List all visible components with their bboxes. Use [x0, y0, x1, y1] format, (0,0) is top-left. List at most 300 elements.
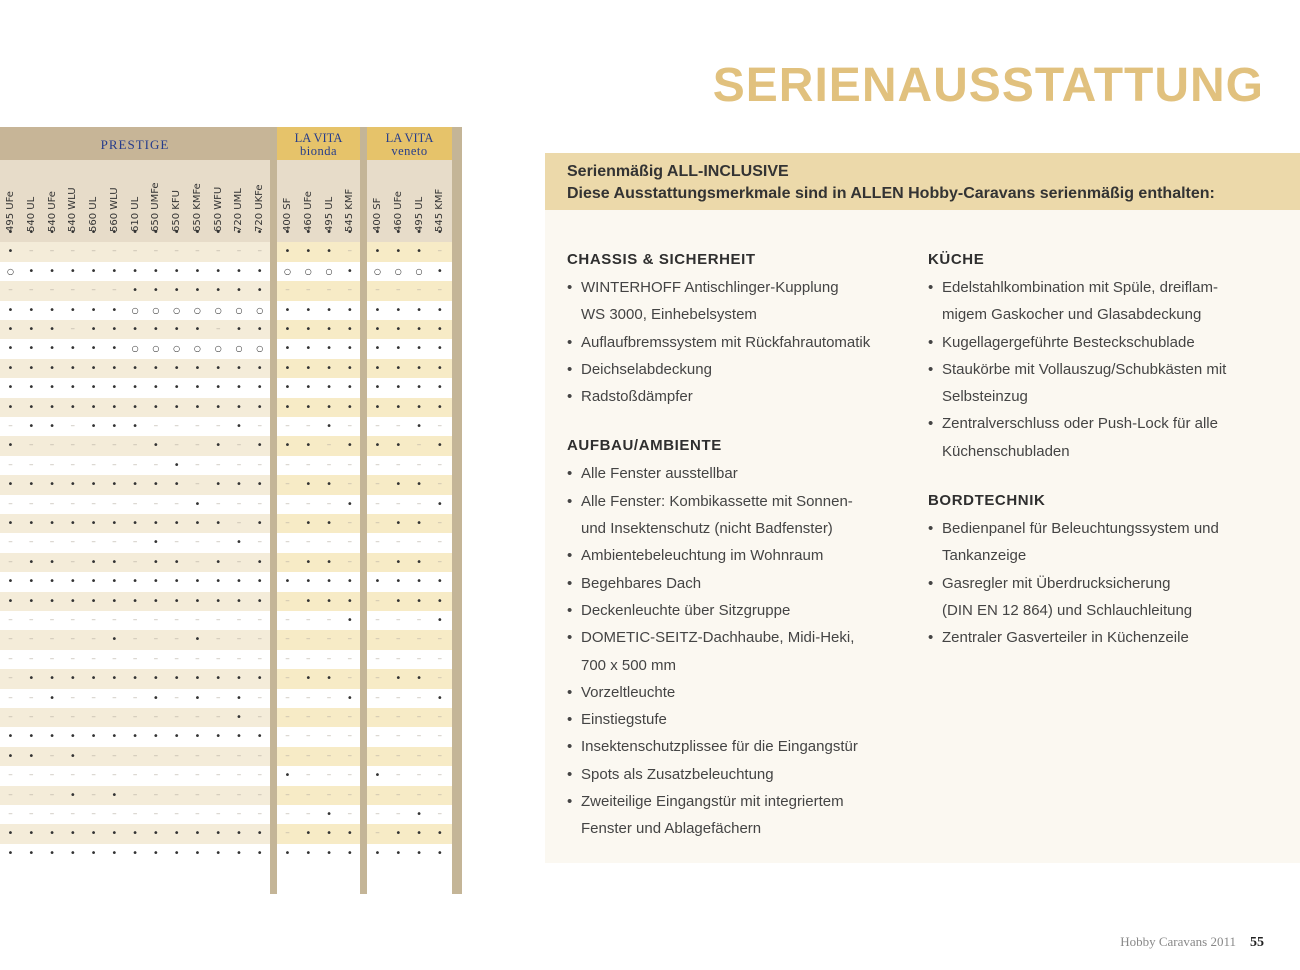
not-available-mark — [21, 805, 42, 824]
table-row — [367, 786, 452, 805]
not-available-mark — [21, 281, 42, 300]
table-row — [367, 689, 452, 708]
standard-mark — [208, 436, 229, 455]
standard-mark — [125, 669, 146, 688]
standard-mark — [187, 514, 208, 533]
standard-mark — [166, 378, 187, 397]
section-heading: AUFBAU/AMBIENTE — [567, 437, 722, 455]
standard-mark — [187, 495, 208, 514]
not-available-mark — [298, 281, 319, 300]
standard-mark — [339, 844, 360, 863]
standard-mark — [42, 398, 63, 417]
standard-mark — [249, 553, 270, 572]
standard-mark — [409, 417, 430, 436]
not-available-mark — [187, 766, 208, 785]
not-available-mark — [277, 592, 298, 611]
model-name: 540 UFe — [46, 191, 58, 232]
standard-mark — [21, 301, 42, 320]
standard-mark — [62, 301, 83, 320]
feature-item: • Einstiegstufe — [567, 706, 907, 733]
table-row — [367, 495, 452, 514]
standard-mark — [187, 281, 208, 300]
table-row — [0, 650, 270, 669]
not-available-mark — [249, 747, 270, 766]
standard-mark — [367, 398, 388, 417]
table-row — [277, 417, 360, 436]
standard-mark — [277, 572, 298, 591]
standard-mark — [187, 689, 208, 708]
standard-mark — [166, 320, 187, 339]
standard-mark — [298, 844, 319, 863]
not-available-mark — [104, 281, 125, 300]
table-row — [0, 262, 270, 281]
not-available-mark — [208, 805, 229, 824]
standard-mark — [409, 242, 430, 261]
standard-mark — [125, 223, 146, 242]
not-available-mark — [429, 805, 450, 824]
standard-mark — [298, 514, 319, 533]
not-available-mark — [145, 630, 166, 649]
not-available-mark — [166, 747, 187, 766]
not-available-mark — [83, 242, 104, 261]
standard-mark — [429, 223, 450, 242]
standard-mark — [298, 398, 319, 417]
table-row — [367, 805, 452, 824]
optional-mark — [208, 301, 229, 320]
not-available-mark — [409, 495, 430, 514]
standard-mark — [367, 766, 388, 785]
table-row — [367, 650, 452, 669]
standard-mark — [62, 514, 83, 533]
not-available-mark — [298, 456, 319, 475]
standard-mark — [104, 359, 125, 378]
standard-mark — [104, 553, 125, 572]
standard-mark — [228, 417, 249, 436]
not-available-mark — [228, 495, 249, 514]
table-row — [0, 669, 270, 688]
standard-mark — [104, 475, 125, 494]
standard-mark — [298, 339, 319, 358]
standard-mark — [42, 320, 63, 339]
not-available-mark — [187, 242, 208, 261]
not-available-mark — [21, 495, 42, 514]
table-row — [367, 727, 452, 746]
standard-mark — [388, 339, 409, 358]
not-available-mark — [388, 533, 409, 552]
standard-mark — [0, 824, 21, 843]
table-row — [0, 378, 270, 397]
standard-mark — [228, 669, 249, 688]
table-row — [277, 301, 360, 320]
standard-mark — [339, 572, 360, 591]
standard-mark — [249, 359, 270, 378]
optional-mark — [208, 339, 229, 358]
standard-mark — [83, 339, 104, 358]
feature-item: • Deckenleuchte über Sitzgruppe — [567, 597, 907, 624]
standard-mark — [104, 824, 125, 843]
standard-mark — [228, 223, 249, 242]
not-available-mark — [277, 417, 298, 436]
standard-mark — [42, 359, 63, 378]
not-available-mark — [339, 417, 360, 436]
not-available-mark — [42, 533, 63, 552]
standard-mark — [339, 398, 360, 417]
not-available-mark — [104, 533, 125, 552]
standard-mark — [208, 378, 229, 397]
not-available-mark — [125, 553, 146, 572]
not-available-mark — [319, 456, 340, 475]
not-available-mark — [208, 766, 229, 785]
standard-mark — [339, 223, 360, 242]
not-available-mark — [125, 495, 146, 514]
standard-mark — [339, 320, 360, 339]
standard-mark — [125, 281, 146, 300]
standard-mark — [319, 417, 340, 436]
not-available-mark — [298, 766, 319, 785]
feature-item: • Zentraler Gasverteiler in Küchenzeile — [928, 624, 1268, 651]
not-available-mark — [249, 417, 270, 436]
not-available-mark — [62, 650, 83, 669]
standard-mark — [409, 514, 430, 533]
table-row — [367, 359, 452, 378]
not-available-mark — [208, 747, 229, 766]
table-row — [277, 398, 360, 417]
standard-mark — [388, 359, 409, 378]
table-row — [277, 611, 360, 630]
standard-mark — [277, 844, 298, 863]
not-available-mark — [409, 281, 430, 300]
not-available-mark — [125, 805, 146, 824]
table-row — [0, 495, 270, 514]
not-available-mark — [42, 747, 63, 766]
standard-mark — [388, 242, 409, 261]
not-available-mark — [409, 766, 430, 785]
not-available-mark — [83, 281, 104, 300]
standard-mark — [83, 669, 104, 688]
optional-mark — [166, 339, 187, 358]
table-row — [367, 669, 452, 688]
standard-mark — [145, 592, 166, 611]
not-available-mark — [319, 281, 340, 300]
not-available-mark — [277, 514, 298, 533]
standard-mark — [339, 301, 360, 320]
standard-mark — [228, 824, 249, 843]
table-row — [277, 805, 360, 824]
standard-mark — [42, 553, 63, 572]
not-available-mark — [42, 650, 63, 669]
standard-mark — [367, 223, 388, 242]
standard-mark — [319, 398, 340, 417]
standard-mark — [166, 727, 187, 746]
standard-mark — [42, 727, 63, 746]
standard-mark — [104, 630, 125, 649]
not-available-mark — [0, 281, 21, 300]
not-available-mark — [208, 495, 229, 514]
standard-mark — [104, 223, 125, 242]
table-row — [277, 436, 360, 455]
not-available-mark — [249, 533, 270, 552]
standard-mark — [104, 572, 125, 591]
model-name: 495 UL — [323, 196, 335, 232]
not-available-mark — [187, 650, 208, 669]
standard-mark — [319, 475, 340, 494]
table-row — [0, 281, 270, 300]
standard-mark — [388, 514, 409, 533]
standard-mark — [83, 378, 104, 397]
not-available-mark — [367, 592, 388, 611]
not-available-mark — [62, 533, 83, 552]
table-row — [0, 475, 270, 494]
not-available-mark — [388, 456, 409, 475]
equipment-table — [0, 127, 462, 894]
standard-mark — [145, 359, 166, 378]
standard-mark — [42, 844, 63, 863]
standard-mark — [83, 398, 104, 417]
model-name: 495 UFe — [5, 191, 16, 232]
not-available-mark — [145, 805, 166, 824]
not-available-mark — [62, 805, 83, 824]
standard-mark — [409, 805, 430, 824]
standard-mark — [83, 301, 104, 320]
not-available-mark — [228, 553, 249, 572]
not-available-mark — [429, 533, 450, 552]
standard-mark — [228, 689, 249, 708]
not-available-mark — [298, 786, 319, 805]
standard-mark — [21, 669, 42, 688]
standard-mark — [42, 223, 63, 242]
table-row — [0, 359, 270, 378]
not-available-mark — [145, 242, 166, 261]
standard-mark — [319, 553, 340, 572]
not-available-mark — [104, 436, 125, 455]
table-row — [367, 592, 452, 611]
model-name: 545 KMF — [434, 188, 446, 232]
not-available-mark — [166, 630, 187, 649]
not-available-mark — [367, 669, 388, 688]
standard-mark — [208, 475, 229, 494]
not-available-mark — [42, 786, 63, 805]
table-row — [0, 630, 270, 649]
not-available-mark — [125, 611, 146, 630]
not-available-mark — [83, 689, 104, 708]
optional-mark — [388, 262, 409, 281]
table-row — [367, 611, 452, 630]
not-available-mark — [208, 417, 229, 436]
not-available-mark — [125, 533, 146, 552]
standard-mark — [21, 514, 42, 533]
table-row — [277, 495, 360, 514]
optional-mark — [249, 301, 270, 320]
optional-mark — [367, 262, 388, 281]
not-available-mark — [367, 456, 388, 475]
table-row — [277, 514, 360, 533]
standard-mark — [125, 320, 146, 339]
group-separator — [452, 127, 462, 894]
standard-mark — [104, 786, 125, 805]
standard-mark — [166, 669, 187, 688]
standard-mark — [104, 301, 125, 320]
standard-mark — [319, 339, 340, 358]
standard-mark — [298, 301, 319, 320]
not-available-mark — [42, 766, 63, 785]
not-available-mark — [429, 669, 450, 688]
not-available-mark — [0, 669, 21, 688]
not-available-mark — [249, 805, 270, 824]
not-available-mark — [319, 436, 340, 455]
standard-mark — [42, 669, 63, 688]
standard-mark — [409, 398, 430, 417]
not-available-mark — [429, 630, 450, 649]
not-available-mark — [187, 436, 208, 455]
not-available-mark — [388, 495, 409, 514]
feature-section — [567, 251, 907, 410]
standard-mark — [125, 514, 146, 533]
footer-brand: Hobby Caravans 2011 — [1120, 934, 1236, 949]
standard-mark — [62, 669, 83, 688]
table-row — [277, 359, 360, 378]
not-available-mark — [249, 650, 270, 669]
standard-mark — [21, 320, 42, 339]
optional-mark — [319, 262, 340, 281]
standard-mark — [42, 378, 63, 397]
standard-mark — [104, 844, 125, 863]
not-available-mark — [83, 805, 104, 824]
standard-mark — [409, 320, 430, 339]
standard-mark — [388, 553, 409, 572]
standard-mark — [83, 592, 104, 611]
table-row — [0, 456, 270, 475]
standard-mark — [319, 301, 340, 320]
not-available-mark — [83, 766, 104, 785]
not-available-mark — [208, 320, 229, 339]
table-row — [367, 766, 452, 785]
group-header-prestige: PRESTIGE — [0, 127, 270, 160]
table-row — [367, 475, 452, 494]
not-available-mark — [208, 630, 229, 649]
not-available-mark — [277, 727, 298, 746]
not-available-mark — [277, 475, 298, 494]
standard-mark — [249, 262, 270, 281]
not-available-mark — [429, 553, 450, 572]
standard-mark — [228, 475, 249, 494]
not-available-mark — [367, 689, 388, 708]
model-name: 560 WLU — [108, 187, 120, 232]
table-row — [277, 844, 360, 863]
standard-mark — [208, 727, 229, 746]
not-available-mark — [208, 611, 229, 630]
model-name: 650 UMFe — [150, 182, 162, 232]
not-available-mark — [277, 611, 298, 630]
table-row — [367, 262, 452, 281]
feature-item: • Radstoßdämpfer — [567, 383, 907, 410]
standard-mark — [0, 378, 21, 397]
standard-mark — [249, 824, 270, 843]
not-available-mark — [429, 514, 450, 533]
not-available-mark — [339, 533, 360, 552]
table-row — [277, 533, 360, 552]
table-row — [277, 786, 360, 805]
table-row — [367, 514, 452, 533]
table-row — [0, 766, 270, 785]
standard-mark — [298, 223, 319, 242]
feature-section — [567, 437, 907, 842]
table-row — [277, 320, 360, 339]
standard-mark — [339, 824, 360, 843]
optional-mark — [249, 339, 270, 358]
standard-mark — [0, 727, 21, 746]
not-available-mark — [277, 650, 298, 669]
standard-mark — [388, 669, 409, 688]
standard-mark — [125, 824, 146, 843]
standard-mark — [409, 223, 430, 242]
not-available-mark — [42, 630, 63, 649]
not-available-mark — [388, 805, 409, 824]
not-available-mark — [409, 689, 430, 708]
not-available-mark — [339, 456, 360, 475]
not-available-mark — [367, 727, 388, 746]
table-row — [367, 824, 452, 843]
not-available-mark — [367, 553, 388, 572]
not-available-mark — [429, 475, 450, 494]
standard-mark — [145, 844, 166, 863]
not-available-mark — [83, 708, 104, 727]
not-available-mark — [187, 747, 208, 766]
not-available-mark — [228, 747, 249, 766]
table-row — [0, 553, 270, 572]
not-available-mark — [166, 766, 187, 785]
table-row — [0, 301, 270, 320]
standard-mark — [166, 824, 187, 843]
standard-mark — [228, 708, 249, 727]
standard-mark — [21, 747, 42, 766]
table-row — [277, 708, 360, 727]
not-available-mark — [21, 708, 42, 727]
table-row — [367, 456, 452, 475]
not-available-mark — [319, 630, 340, 649]
not-available-mark — [298, 611, 319, 630]
not-available-mark — [21, 650, 42, 669]
standard-mark — [187, 223, 208, 242]
standard-mark — [187, 398, 208, 417]
standard-mark — [166, 553, 187, 572]
table-row — [367, 747, 452, 766]
not-available-mark — [319, 495, 340, 514]
standard-mark — [208, 592, 229, 611]
optional-mark — [145, 301, 166, 320]
not-available-mark — [298, 533, 319, 552]
table-row — [277, 592, 360, 611]
not-available-mark — [367, 475, 388, 494]
standard-mark — [429, 572, 450, 591]
standard-mark — [166, 572, 187, 591]
not-available-mark — [388, 766, 409, 785]
section-heading: BORDTECHNIK — [928, 492, 1046, 510]
not-available-mark — [145, 786, 166, 805]
page-footer — [1120, 934, 1264, 951]
not-available-mark — [42, 456, 63, 475]
standard-mark — [429, 378, 450, 397]
model-name: 560 UL — [88, 196, 100, 232]
feature-item: • Alle Fenster: Kombikassette mit Sonnen- und Insektenschutz (nicht Badfenster) — [567, 488, 907, 543]
table-row — [0, 320, 270, 339]
standard-mark — [42, 689, 63, 708]
standard-mark — [21, 553, 42, 572]
standard-mark — [0, 339, 21, 358]
standard-mark — [104, 417, 125, 436]
standard-mark — [429, 611, 450, 630]
table-row — [367, 417, 452, 436]
table-row — [367, 436, 452, 455]
